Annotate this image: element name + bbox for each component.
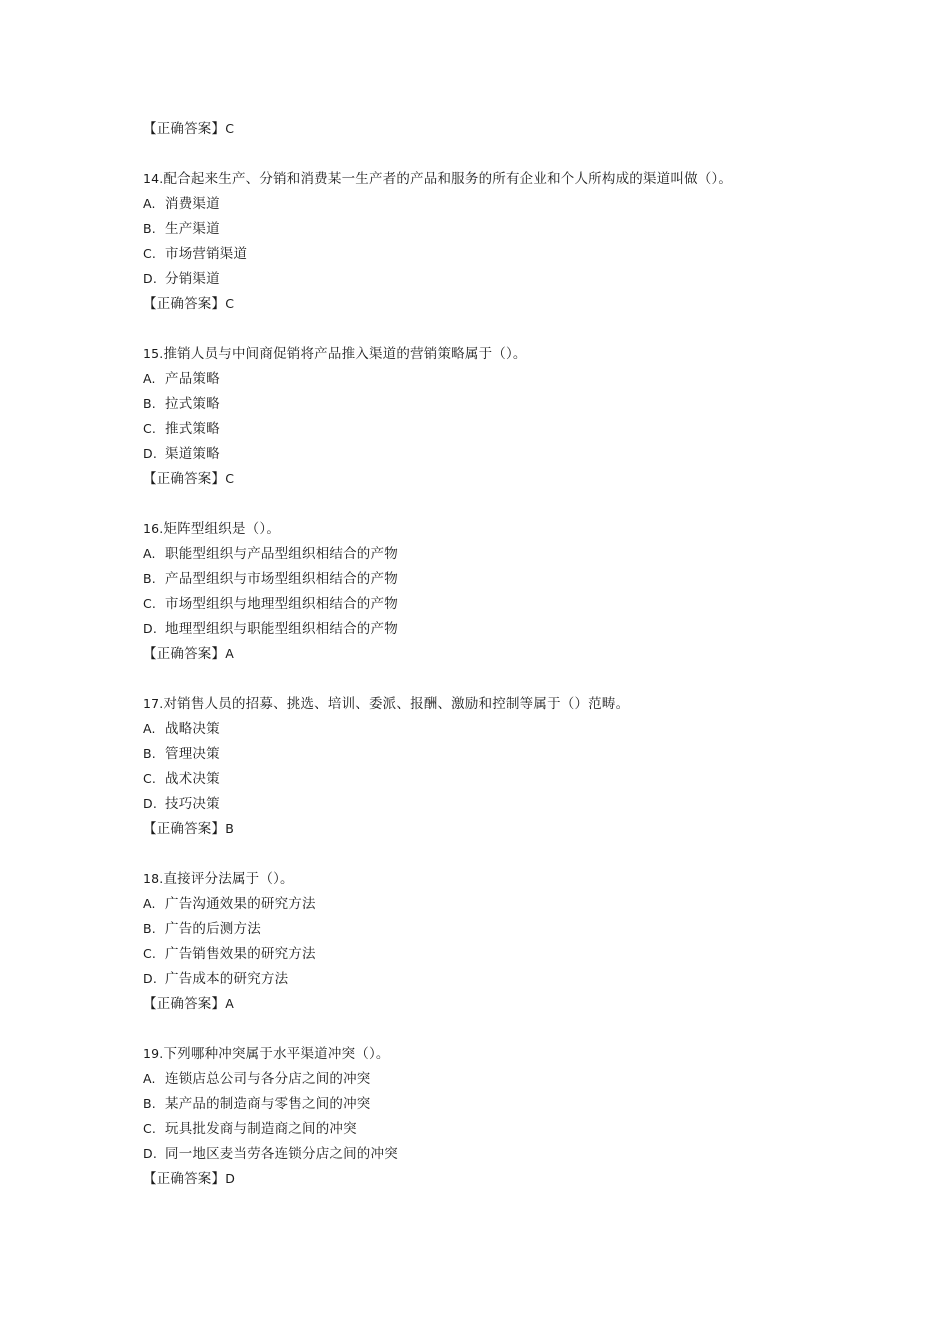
option-text: 广告成本的研究方法 <box>165 971 289 987</box>
option-item <box>143 791 923 816</box>
answer-line <box>143 291 923 316</box>
blank-line <box>143 316 923 341</box>
option-text: 拉式策略 <box>165 396 220 412</box>
option-letter: C. <box>143 771 157 786</box>
option-letter: B. <box>143 1096 156 1111</box>
answer-value: A <box>225 646 234 661</box>
option-letter: A. <box>143 1071 156 1086</box>
question-block <box>143 341 923 491</box>
option-letter: D. <box>143 1146 157 1161</box>
option-item <box>143 1141 923 1166</box>
question-title <box>143 166 923 191</box>
option-letter: B. <box>143 571 156 586</box>
option-text: 产品型组织与市场型组织相结合的产物 <box>165 571 398 587</box>
question-title <box>143 1041 923 1066</box>
option-text: 地理型组织与职能型组织相结合的产物 <box>165 621 398 637</box>
option-item <box>143 441 923 466</box>
answer-label: 【正确答案】 <box>143 646 226 662</box>
option-text: 管理决策 <box>165 746 220 762</box>
answer-value: D <box>225 1171 236 1186</box>
option-item <box>143 266 923 291</box>
question-text: 对销售人员的招募、挑选、培训、委派、报酬、激励和控制等属于（）范畴。 <box>163 696 630 712</box>
answer-value: C <box>225 471 235 486</box>
blank-line <box>143 1016 923 1041</box>
answer-line <box>143 466 923 491</box>
answer-line-13 <box>143 116 923 141</box>
question-block <box>143 166 923 316</box>
question-text: 推销人员与中间商促销将产品推入渠道的营销策略属于（）。 <box>163 346 527 362</box>
option-letter: A. <box>143 371 156 386</box>
option-text: 广告销售效果的研究方法 <box>165 946 316 962</box>
blank-line <box>143 491 923 516</box>
option-text: 同一地区麦当劳各连锁分店之间的冲突 <box>165 1146 398 1162</box>
option-letter: C. <box>143 596 157 611</box>
option-text: 消费渠道 <box>165 196 220 212</box>
question-block <box>143 516 923 666</box>
option-letter: C. <box>143 246 157 261</box>
blank-line <box>143 841 923 866</box>
option-item <box>143 416 923 441</box>
answer-label: 【正确答案】 <box>143 296 226 312</box>
option-text: 技巧决策 <box>165 796 220 812</box>
answer-label: 【正确答案】 <box>143 1171 226 1187</box>
answer-line <box>143 816 923 841</box>
option-item <box>143 191 923 216</box>
answer-label: 【正确答案】 <box>143 471 226 487</box>
option-text: 职能型组织与产品型组织相结合的产物 <box>165 546 398 562</box>
option-item <box>143 941 923 966</box>
option-text: 市场型组织与地理型组织相结合的产物 <box>165 596 398 612</box>
option-item <box>143 766 923 791</box>
question-title <box>143 866 923 891</box>
option-letter: B. <box>143 746 156 761</box>
option-text: 广告的后测方法 <box>165 921 261 937</box>
answer-label: 【正确答案】 <box>143 121 226 137</box>
option-item <box>143 391 923 416</box>
option-letter: D. <box>143 621 157 636</box>
option-letter: C. <box>143 1121 157 1136</box>
question-number: 18. <box>143 871 164 886</box>
option-text: 连锁店总公司与各分店之间的冲突 <box>165 1071 371 1087</box>
option-text: 市场营销渠道 <box>165 246 248 262</box>
question-number: 17. <box>143 696 164 711</box>
option-item <box>143 566 923 591</box>
option-item <box>143 216 923 241</box>
option-item <box>143 716 923 741</box>
option-letter: A. <box>143 546 156 561</box>
question-text: 矩阵型组织是（）。 <box>163 521 281 537</box>
option-letter: D. <box>143 971 157 986</box>
option-text: 玩具批发商与制造商之间的冲突 <box>165 1121 357 1137</box>
option-letter: D. <box>143 796 157 811</box>
option-letter: C. <box>143 946 157 961</box>
option-letter: B. <box>143 396 156 411</box>
question-block <box>143 691 923 841</box>
option-letter: A. <box>143 721 156 736</box>
option-item <box>143 741 923 766</box>
answer-value: A <box>225 996 234 1011</box>
answer-value: B <box>225 821 234 836</box>
answer-line <box>143 1166 923 1191</box>
question-title <box>143 341 923 366</box>
answer-label: 【正确答案】 <box>143 996 226 1012</box>
option-letter: A. <box>143 896 156 911</box>
question-text: 配合起来生产、分销和消费某一生产者的产品和服务的所有企业和个人所构成的渠道叫做（）。 <box>163 171 733 187</box>
option-letter: A. <box>143 196 156 211</box>
question-title <box>143 691 923 716</box>
option-item <box>143 616 923 641</box>
option-text: 战略决策 <box>165 721 220 737</box>
answer-value: C <box>225 121 235 136</box>
option-text: 生产渠道 <box>165 221 220 237</box>
option-text: 广告沟通效果的研究方法 <box>165 896 316 912</box>
blank-line <box>143 141 923 166</box>
option-item <box>143 1091 923 1116</box>
option-letter: D. <box>143 446 157 461</box>
question-number: 16. <box>143 521 164 536</box>
question-number: 19. <box>143 1046 164 1061</box>
option-item <box>143 541 923 566</box>
option-text: 推式策略 <box>165 421 220 437</box>
blank-line <box>143 666 923 691</box>
question-title <box>143 516 923 541</box>
option-letter: B. <box>143 921 156 936</box>
question-number: 14. <box>143 171 164 186</box>
option-item <box>143 366 923 391</box>
option-text: 某产品的制造商与零售之间的冲突 <box>165 1096 371 1112</box>
document-body <box>143 116 923 1191</box>
question-block <box>143 866 923 1016</box>
answer-value: C <box>225 296 235 311</box>
option-item <box>143 916 923 941</box>
option-text: 分销渠道 <box>165 271 220 287</box>
question-text: 下列哪种冲突属于水平渠道冲突（）。 <box>163 1046 390 1062</box>
option-item <box>143 591 923 616</box>
question-list <box>143 141 923 1191</box>
option-item <box>143 241 923 266</box>
option-item <box>143 1116 923 1141</box>
option-item <box>143 966 923 991</box>
answer-line <box>143 641 923 666</box>
question-block <box>143 1041 923 1191</box>
option-text: 战术决策 <box>165 771 220 787</box>
answer-label: 【正确答案】 <box>143 821 226 837</box>
question-number: 15. <box>143 346 164 361</box>
option-letter: C. <box>143 421 157 436</box>
option-text: 产品策略 <box>165 371 220 387</box>
option-item <box>143 1066 923 1091</box>
option-text: 渠道策略 <box>165 446 220 462</box>
option-letter: D. <box>143 271 157 286</box>
answer-line <box>143 991 923 1016</box>
option-letter: B. <box>143 221 156 236</box>
option-item <box>143 891 923 916</box>
question-text: 直接评分法属于（）。 <box>163 871 294 887</box>
